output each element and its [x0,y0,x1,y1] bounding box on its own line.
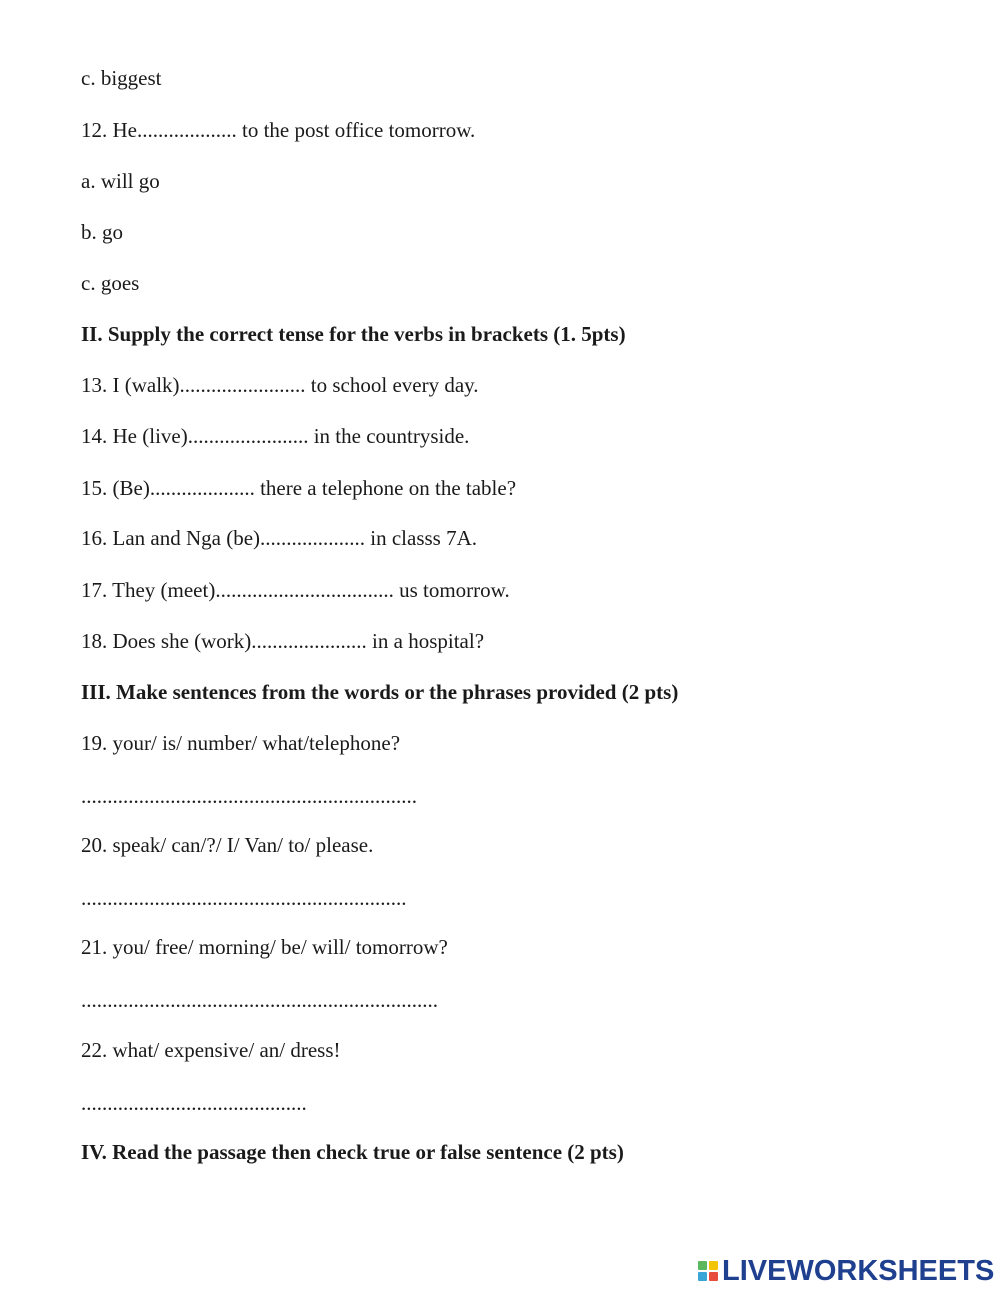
answer-line-20: .............................................................. [81,886,407,910]
question-13: 13. I (walk)........................ to school every day. [81,373,479,397]
logo-blocks-icon [698,1261,718,1281]
answer-line-19: ................................................................ [81,784,417,808]
liveworksheets-logo [698,1255,994,1287]
option-c-goes: c. goes [81,271,140,295]
answer-line-22: ........................................... [81,1091,307,1115]
question-20: 20. speak/ can/?/ I/ Van/ to/ please. [81,833,374,857]
question-22: 22. what/ expensive/ an/ dress! [81,1038,341,1062]
section-iv-heading: IV. Read the passage then check true or false sentence (2 pts) [81,1140,624,1164]
question-14: 14. He (live)....................... in the countryside. [81,424,470,448]
question-21: 21. you/ free/ morning/ be/ will/ tomorrow? [81,935,448,959]
question-19: 19. your/ is/ number/ what/telephone? [81,731,401,755]
question-17: 17. They (meet).................................. us tomorrow. [81,578,510,602]
question-18: 18. Does she (work)...................... in a hospital? [81,629,485,653]
question-16: 16. Lan and Nga (be).................... in classs 7A. [81,526,478,550]
section-iii-heading: III. Make sentences from the words or the phrases provided (2 pts) [81,680,679,704]
section-ii-heading: II. Supply the correct tense for the verbs in brackets (1. 5pts) [81,322,626,346]
option-b-go: b. go [81,220,123,244]
question-15: 15. (Be).................... there a telephone on the table? [81,476,517,500]
option-a-will-go: a. will go [81,169,160,193]
logo-text: LIVEWORKSHEETS [722,1254,995,1287]
question-12: 12. He................... to the post office tomorrow. [81,118,476,142]
answer-line-21: .................................................................... [81,988,438,1012]
option-c-biggest: c. biggest [81,66,162,90]
